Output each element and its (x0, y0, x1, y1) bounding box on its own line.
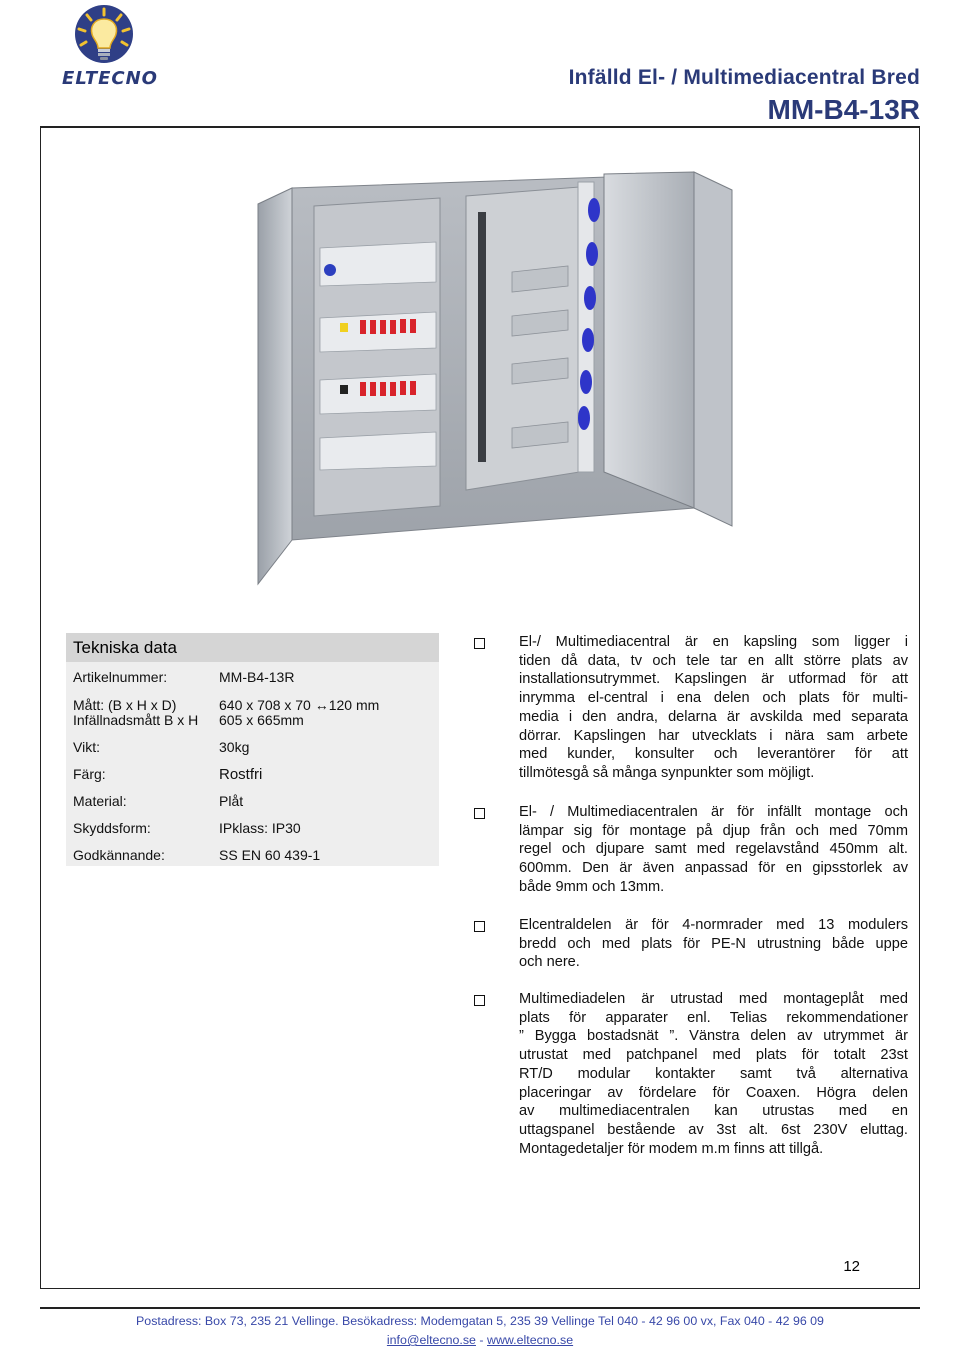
paragraph-line: Montagedetaljer för modem m.m finns att tillgå. (519, 1140, 824, 1157)
paragraph-line: med kunder, konsulter och leverantörer för att (519, 746, 908, 763)
email-link[interactable]: info@eltecno.se (386, 1333, 476, 1347)
spec-table (66, 633, 439, 866)
paragraph-line: tillmötesgå så många synpunkter som möjligt. (519, 764, 815, 781)
spec-label: Material: (73, 793, 127, 809)
bullet-checkbox-icon (474, 995, 485, 1006)
paragraph-line: inrymma el-central i ena delen och plats för multi- (519, 690, 908, 707)
paragraph-line: utrustat med patchpanel med plats för totalt 23st (519, 1047, 908, 1064)
spec-table-header (66, 633, 439, 662)
paragraph-line: Elcentraldelen är för 4-normrader med 13 modulers (519, 917, 908, 933)
spec-value: Plåt (219, 793, 244, 809)
paragraph-line: dörrar. Kapslingen har utvecklats i nära sam arbete (519, 727, 908, 744)
description-paragraph (519, 633, 908, 783)
spec-value: 30kg (219, 739, 250, 755)
paragraph-line: av multimediacentralen kan utrustas med en (519, 1103, 908, 1120)
paragraph-line: lämpar sig för montage på djup från och med 70mm (519, 822, 908, 839)
paragraph-line: plats för apparater enl. Telias rekommendationer (519, 1009, 908, 1026)
paragraph-line: 600mm. Den är även anpassad för en gipsstorlek av (519, 860, 908, 877)
website-link[interactable]: www.eltecno.se (487, 1333, 574, 1347)
footer-address: Postadress: Box 73, 235 21 Vellinge. Besökadress: Modemgatan 5, 235 39 Vellinge Tel 040 - 42 96 00 vx, Fax 040 - 42 96 09 (136, 1314, 824, 1328)
electrical-paragraph (519, 916, 908, 972)
spec-value: 640 x 708 x 70 ↔120 mm (219, 697, 380, 713)
paragraph-line: El-/ Multimediacentral är en kapsling som ligger i (519, 634, 908, 650)
spec-label: Infällnadsmått B x H (73, 712, 199, 728)
spec-label: Färg: (73, 766, 106, 782)
logo-wordmark: ELTECNO (62, 68, 158, 89)
page-number: 12 (843, 1258, 860, 1275)
paragraph-line: bredd och med plats för PE-N utrustning både uppe (519, 935, 908, 952)
paragraph-line: ” Bygga bostadsnät ”. Vänstra delen av utrymmet är (519, 1028, 908, 1045)
mounting-paragraph (519, 803, 908, 897)
spec-label: Vikt: (73, 739, 100, 755)
spec-label: Skyddsform: (73, 820, 151, 836)
paragraph-line: både 9mm och 13mm. (519, 878, 665, 895)
paragraph-line: media i den andra, delarna är avskilda med separata (519, 708, 908, 725)
spec-value: SS EN 60 439-1 (219, 847, 321, 863)
lightbulb-icon (70, 4, 138, 68)
paragraph-line: uttagspanel bestående av 3st alt. 6st 230V eluttag. (519, 1121, 908, 1138)
bullet-checkbox-icon (474, 921, 485, 932)
paragraph-line: och nere. (519, 954, 580, 971)
spec-label: Godkännande: (73, 847, 165, 863)
spec-value: Rostfri (219, 766, 263, 783)
bullet-checkbox-icon (474, 638, 485, 649)
paragraph-line: tiden då data, tv och tele tar en allt större plats av (519, 652, 908, 669)
footer-contact (40, 1333, 920, 1347)
spec-value: 605 x 665mm (219, 712, 304, 728)
paragraph-line: Multimediadelen är utrustad med montageplåt med (519, 991, 908, 1007)
multimedia-paragraph (519, 990, 908, 1158)
spec-label: Artikelnummer: (73, 669, 168, 685)
eltecno-logo (40, 4, 180, 88)
paragraph-line: installationsutrymmet. Kapslingen är utformad för att (519, 671, 908, 688)
spec-label: Mått: (B x H x D) (73, 697, 177, 713)
bullet-checkbox-icon (474, 808, 485, 819)
spec-value: IPklass: IP30 (219, 820, 301, 836)
paragraph-line: placeringar av fördelare för Coaxen. Högra delen (519, 1084, 908, 1101)
model-number: MM-B4-13R (767, 94, 920, 125)
paragraph-line: RT/D modular kontakter samt två alternativa (519, 1065, 908, 1082)
paragraph-line: El- / Multimediacentralen är för infällt montage och (519, 804, 908, 820)
product-image (232, 170, 736, 590)
footer-divider (40, 1307, 920, 1309)
document-title: Infälld El- / Multimediacentral Bred (568, 66, 920, 89)
spec-table-title: Tekniska data (73, 638, 177, 657)
paragraph-line: regel och djupare samt med regelavstånd 450mm alt. (519, 841, 908, 858)
footer-separator: - (479, 1333, 484, 1347)
spec-value: MM-B4-13R (219, 669, 295, 685)
